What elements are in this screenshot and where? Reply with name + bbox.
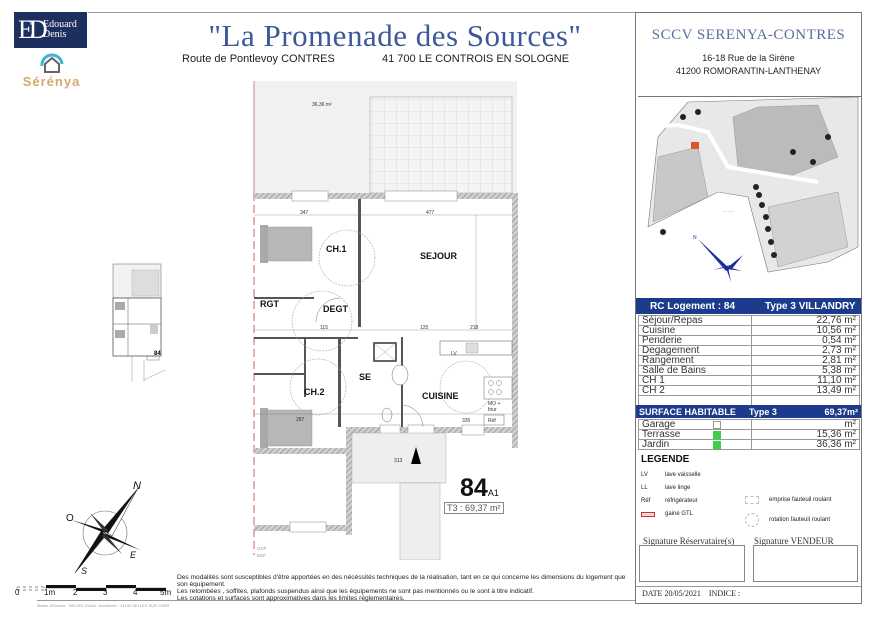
company-address: [635, 52, 862, 78]
room-name: Séjour/Repas: [639, 316, 752, 326]
ext-area: 36,36 m²: [752, 440, 860, 450]
gtl-icon: [641, 512, 655, 517]
room-area: 2,81 m²: [752, 356, 860, 366]
svg-text:N: N: [693, 235, 697, 241]
scale-bar: [14, 580, 174, 600]
unit-number-value: 84: [460, 474, 488, 502]
unit-suffix: A1: [487, 488, 499, 498]
date-rule: [636, 586, 861, 587]
legend-list: [641, 472, 741, 524]
table-row: [639, 326, 860, 336]
table-row: [639, 316, 860, 326]
compass-n: N: [133, 480, 141, 492]
room-name: CH 2: [639, 386, 752, 396]
room-name: Salle de Bains: [639, 366, 752, 376]
legend-item: LV lave vaisselle: [641, 472, 701, 478]
lot-label: RC Logement : 84: [650, 300, 736, 312]
dim-115: 115: [320, 325, 328, 331]
room-name: Degagement: [639, 346, 752, 356]
signature-reservataire-box[interactable]: [639, 545, 745, 582]
edouard-denis-logo: [14, 12, 87, 48]
disclaimer-line3: Les cotations et surfaces sont approximatives dans les limites réglementaires.: [177, 595, 405, 602]
svg-text:EDF: EDF: [257, 553, 266, 558]
table-row: [639, 346, 860, 356]
room-cuisine: CUISINE: [422, 391, 459, 401]
room-ch2: CH.2: [304, 387, 325, 397]
site-map: [638, 96, 862, 296]
dim-sejour-width: 477: [426, 210, 435, 216]
disclaimer-line1: Des modalités sont susceptibles d'être apportées en des nécéssités techniques de la réalisation, tant en ce qui concerne les dimensions du logement que son équipement.: [177, 574, 626, 588]
scale-2: 2: [73, 588, 78, 597]
table-row: [639, 420, 860, 430]
address-city: 41 700 LE CONTROIS EN SOLOGNE: [382, 53, 570, 65]
dim-313: 313: [394, 458, 403, 464]
ext-name: Garage: [642, 419, 676, 430]
serenya-logo: [14, 52, 89, 94]
legend-item: emprise fauteuil roulant: [745, 490, 860, 510]
dim-125: 125: [420, 325, 429, 331]
surface-label: SURFACE HABITABLE: [639, 406, 736, 417]
address-street: Route de Pontlevoy CONTRES: [182, 53, 335, 65]
signature-reservataire-label: Signature Réservataire(s): [643, 536, 735, 546]
compass-rose: [60, 478, 160, 578]
table-row: [639, 366, 860, 376]
table-row: [639, 440, 860, 450]
surface-header: [636, 405, 861, 418]
room-sejour: SEJOUR: [420, 251, 458, 261]
company-city: 41200 ROMORANTIN-LANTHENAY: [675, 66, 822, 76]
room-area: 11,10 m²: [752, 376, 860, 386]
room-name: [639, 396, 752, 406]
scale-1: 1m: [44, 588, 56, 597]
svg-text:GDF: GDF: [257, 546, 267, 551]
table-row: [639, 396, 860, 406]
wheelchair-rotation-icon: [745, 513, 759, 527]
date-line: [642, 589, 740, 598]
legend-title: LEGENDE: [641, 454, 690, 465]
serenya-name: Sérénya: [22, 74, 81, 89]
scale-0: 0: [15, 588, 20, 597]
room-area: 2,73 m²: [752, 346, 860, 356]
table-row: [639, 336, 860, 346]
compass-s: S: [81, 566, 88, 576]
legend-symbols: [745, 490, 860, 530]
room-degt: DEGT: [323, 304, 349, 314]
room-name: Cuisine: [639, 326, 752, 336]
room-area-table: [638, 315, 860, 406]
table-row: [639, 356, 860, 366]
legend-item: LL lave linge: [641, 485, 691, 491]
signature-vendeur-label: Signature VENDEUR: [754, 536, 834, 546]
legend-item: gaine GTL: [641, 511, 741, 524]
ext-area: m²: [752, 420, 860, 430]
table-row: [639, 430, 860, 440]
wheelchair-footprint-icon: [745, 496, 759, 504]
room-area: 13,49 m²: [752, 386, 860, 396]
room-area: 22,76 m²: [752, 316, 860, 326]
logo-line1: Edouard: [43, 19, 77, 30]
surface-type: Type 3: [749, 406, 777, 417]
table-row: [639, 386, 860, 396]
terrasse-checkbox[interactable]: [713, 431, 721, 439]
building-key-plan: [110, 262, 165, 382]
room-ch1: CH.1: [326, 244, 347, 254]
house-icon: [38, 52, 66, 74]
lot-header: [636, 298, 861, 314]
room-name: Penderie: [639, 336, 752, 346]
room-se: SE: [359, 372, 372, 382]
fixture-lv: LV: [451, 351, 457, 357]
svg-text:84: 84: [154, 351, 161, 357]
company-street: 16-18 Rue de la Sirène: [702, 53, 795, 63]
disclaimer: [177, 574, 635, 602]
jardin-checkbox[interactable]: [713, 441, 721, 449]
top-rule: [88, 12, 635, 13]
fixture-ref: Réf: [488, 418, 496, 424]
disclaimer-line2: Les retombées , soffites, plafonds suspendus ainsi que les équipements ne sont pas mentionnés ou le sont à titre indicatif.: [177, 588, 534, 595]
project-title: "La Promenade des Sources": [208, 18, 582, 53]
plan-date: DATE 20/05/2021: [642, 589, 701, 598]
lot-type: Type 3 VILLANDRY: [765, 300, 856, 312]
plan-indice: INDICE :: [708, 589, 741, 598]
room-rgt: RGT: [260, 299, 279, 309]
unit-number: [460, 476, 499, 505]
garden-area-label: 36,36 m²: [312, 102, 332, 108]
surface-value: 69,37m²: [824, 406, 858, 417]
legend-item: Réf réfrigérateur: [641, 498, 698, 504]
svg-text:— — —: — — —: [723, 209, 734, 213]
logo-line2: Denis: [43, 29, 67, 40]
fixture-mo: MO + four: [488, 401, 501, 413]
garage-checkbox[interactable]: [713, 421, 721, 429]
table-row: [639, 376, 860, 386]
dim-287: 287: [296, 417, 305, 423]
unit-summary: T3 : 69,37 m²: [444, 502, 504, 514]
company-name: SCCV SERENYA-CONTRES: [651, 27, 846, 43]
room-name: Rangement: [639, 356, 752, 366]
room-area: [752, 396, 860, 406]
dim-ch1-width: 347: [300, 210, 309, 216]
dim-335: 335: [462, 418, 471, 424]
ext-area: 15,36 m²: [752, 430, 860, 440]
compass-e: E: [130, 550, 137, 560]
room-area: 5,38 m²: [752, 366, 860, 376]
credits: Maître d'Oeuvre : SELARL EAAA - Architecte - 41100 SELLES SUR CHER: [37, 603, 170, 608]
compass-o: O: [66, 513, 74, 524]
room-area: 0,54 m²: [752, 336, 860, 346]
scale-5: 5m: [160, 588, 172, 597]
logo-monogram: ED: [18, 15, 43, 44]
scale-4: 4: [133, 588, 138, 597]
ext-name: Terrasse: [642, 429, 681, 440]
scale-3: 3: [103, 588, 108, 597]
exterior-table: [638, 419, 860, 450]
room-name: CH 1: [639, 376, 752, 386]
legend-item: rotation fauteuil roulant: [745, 510, 860, 530]
dim-218: 218: [470, 325, 479, 331]
room-area: 10,56 m²: [752, 326, 860, 336]
signature-vendeur-box[interactable]: [753, 545, 858, 582]
ext-name: Jardin: [642, 439, 670, 450]
